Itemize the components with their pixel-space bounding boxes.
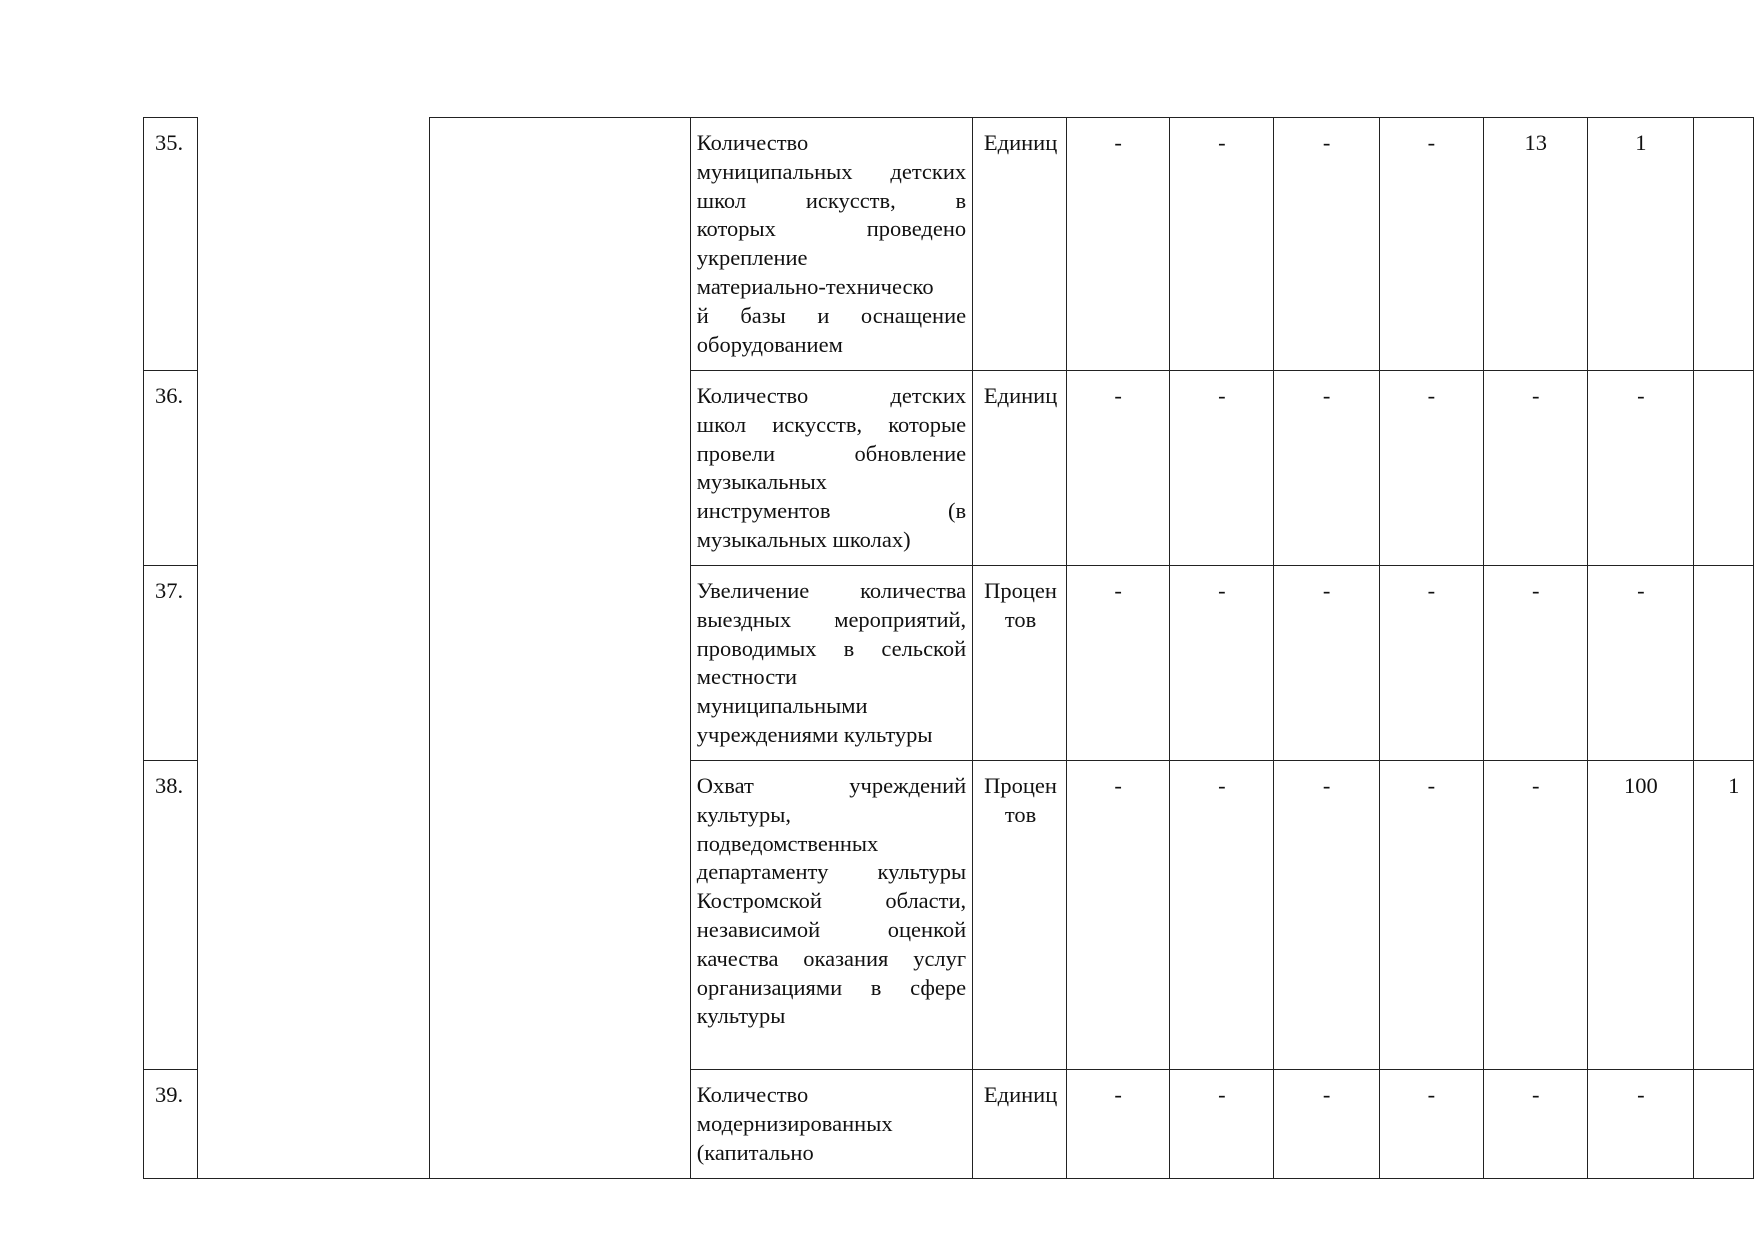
description-line: материально-техническо xyxy=(696,273,934,299)
table-row xyxy=(144,761,1754,1070)
description-line: инструментов (в xyxy=(696,498,967,524)
value-cell: - xyxy=(1274,566,1379,761)
empty-cell xyxy=(197,118,429,371)
unit-cell xyxy=(973,761,1067,1070)
value-cell: - xyxy=(1170,1070,1274,1179)
description-line: выездных мероприятий, xyxy=(696,606,967,632)
unit-line: Единиц xyxy=(983,1082,1058,1107)
description-line: подведомственных xyxy=(696,830,879,856)
description-line: музыкальных xyxy=(696,469,827,495)
value-cell: - xyxy=(1379,761,1483,1070)
merged-empty-cell xyxy=(429,118,690,1179)
description-line: музыкальных школах) xyxy=(696,526,911,552)
cut-off-value-cell xyxy=(1694,371,1754,566)
unit-cell xyxy=(973,566,1067,761)
description-line: качества оказания услуг xyxy=(696,945,967,971)
unit-line: Единиц xyxy=(983,130,1058,155)
description-line: Количество детских xyxy=(696,383,967,408)
description-line: й базы и оснащение xyxy=(696,302,967,328)
value-cell: - xyxy=(1170,761,1274,1070)
table-row xyxy=(144,566,1754,761)
description-line: Количество xyxy=(696,1082,809,1107)
value-cell: - xyxy=(1379,566,1483,761)
value-cell: - xyxy=(1274,1070,1379,1179)
description-line: модернизированных xyxy=(696,1110,893,1136)
description-line: (капитально xyxy=(696,1139,814,1165)
value-cell: - xyxy=(1066,761,1169,1070)
value-cell: - xyxy=(1170,371,1274,566)
value-cell: - xyxy=(1170,566,1274,761)
cut-off-value-cell: 1 xyxy=(1694,761,1754,1070)
description-line: культуры xyxy=(696,1003,786,1029)
description-line: муниципальных детских xyxy=(696,158,967,184)
table-row xyxy=(144,371,1754,566)
value-cell: - xyxy=(1066,1070,1169,1179)
value-cell: - xyxy=(1588,371,1694,566)
description-line: независимой оценкой xyxy=(696,916,967,942)
indicator-description xyxy=(690,1070,972,1179)
indicator-description xyxy=(690,118,972,371)
unit-line: тов xyxy=(1004,606,1037,632)
value-cell: - xyxy=(1588,1070,1694,1179)
unit-cell xyxy=(973,1070,1067,1179)
unit-line: Процен xyxy=(984,578,1057,603)
unit-line: Единиц xyxy=(983,383,1058,408)
indicators-table xyxy=(143,117,1754,1179)
value-cell: - xyxy=(1483,566,1588,761)
row-number: 36. xyxy=(144,371,198,566)
unit-line: тов xyxy=(1004,801,1037,827)
description-line: укрепление xyxy=(696,245,808,271)
indicator-description xyxy=(690,566,972,761)
empty-cell xyxy=(197,761,429,1070)
row-number: 35. xyxy=(144,118,198,371)
value-cell: - xyxy=(1379,118,1483,371)
value-cell: - xyxy=(1066,371,1169,566)
value-cell: - xyxy=(1483,761,1588,1070)
description-line: Костромской области, xyxy=(696,888,967,914)
empty-cell xyxy=(197,371,429,566)
value-cell: - xyxy=(1483,1070,1588,1179)
unit-line: Процен xyxy=(984,773,1057,798)
description-line: школ искусств, которые xyxy=(696,411,967,437)
value-cell: 1 xyxy=(1588,118,1694,371)
value-cell: 13 xyxy=(1483,118,1588,371)
description-line: проводимых в сельской xyxy=(696,635,967,661)
description-line: местности xyxy=(696,664,798,690)
value-cell: - xyxy=(1274,371,1379,566)
row-number: 39. xyxy=(144,1070,198,1179)
description-line: департаменту культуры xyxy=(696,859,967,885)
indicator-description xyxy=(690,371,972,566)
indicator-description xyxy=(690,761,972,1070)
description-line: оборудованием xyxy=(696,331,843,357)
description-line: муниципальными xyxy=(696,693,868,719)
description-line: школ искусств, в xyxy=(696,187,967,213)
description-line: культуры, xyxy=(696,801,792,827)
value-cell: - xyxy=(1588,566,1694,761)
description-line: провели обновление xyxy=(696,440,967,466)
cut-off-value-cell xyxy=(1694,566,1754,761)
row-number: 37. xyxy=(144,566,198,761)
row-number: 38. xyxy=(144,761,198,1070)
description-line: учреждениями культуры xyxy=(696,721,933,747)
description-line: Увеличение количества xyxy=(696,578,967,603)
cut-off-value-cell xyxy=(1694,1070,1754,1179)
value-cell: - xyxy=(1274,118,1379,371)
table-row xyxy=(144,1070,1754,1179)
value-cell: - xyxy=(1483,371,1588,566)
table-row xyxy=(144,118,1754,371)
value-cell: - xyxy=(1066,118,1169,371)
value-cell: - xyxy=(1379,1070,1483,1179)
value-cell: - xyxy=(1066,566,1169,761)
description-line: которых проведено xyxy=(696,216,967,242)
cut-off-value-cell xyxy=(1694,118,1754,371)
description-line: Количество xyxy=(696,130,809,155)
description-line: организациями в сфере xyxy=(696,974,967,1000)
unit-cell xyxy=(973,371,1067,566)
value-cell: 100 xyxy=(1588,761,1694,1070)
value-cell: - xyxy=(1274,761,1379,1070)
value-cell: - xyxy=(1170,118,1274,371)
unit-cell xyxy=(973,118,1067,371)
empty-cell xyxy=(197,566,429,761)
description-line: Охват учреждений xyxy=(696,773,967,798)
value-cell: - xyxy=(1379,371,1483,566)
empty-cell xyxy=(197,1070,429,1179)
